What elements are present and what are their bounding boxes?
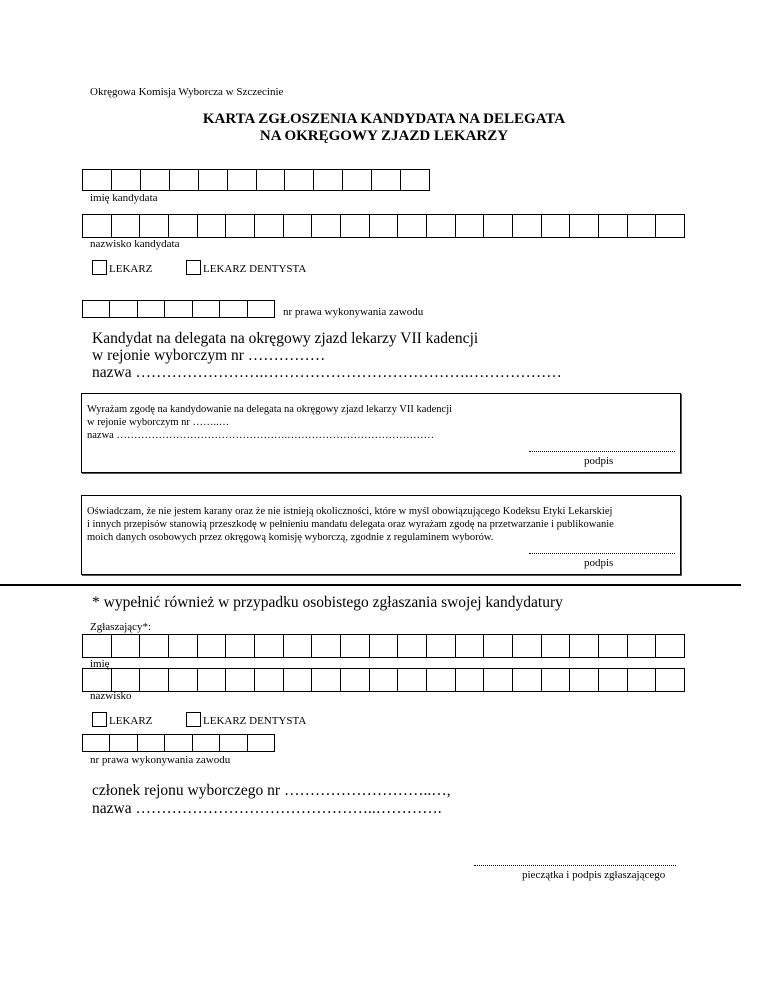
doctor-checkbox[interactable] <box>92 260 107 275</box>
candidate-last-name-grid[interactable] <box>82 214 685 238</box>
submitter-last-name-label: nazwisko <box>90 690 132 702</box>
dentist-option-label: LEKARZ DENTYSTA <box>203 263 307 275</box>
dentist-checkbox[interactable] <box>186 260 201 275</box>
candidate-statement-line1: Kandydat na delegata na okręgowy zjazd lekarzy VII kadencji <box>92 330 479 347</box>
declaration-line2: i innych przepisów stanowią przeszkodę w pełnieniu mandatu delegata oraz wyrażam zgodę na przetwarzanie i publikowanie <box>87 519 614 530</box>
declaration-signature-line[interactable] <box>529 553 675 554</box>
commission-name: Okręgowa Komisja Wyborcza w Szczecinie <box>90 86 284 98</box>
consent-signature-line[interactable] <box>529 451 675 452</box>
candidate-first-name-label: imię kandydata <box>90 192 158 204</box>
submitter-dentist-label: LEKARZ DENTYSTA <box>203 715 307 727</box>
consent-line2: w rejonie wyborczym nr ……..… <box>87 417 230 428</box>
candidate-first-name-grid[interactable] <box>82 169 430 191</box>
submitter-license-grid[interactable] <box>82 734 275 752</box>
submitter-heading: Zgłaszający*: <box>90 621 152 633</box>
form-title-line1: KARTA ZGŁOSZENIA KANDYDATA NA DELEGATA <box>202 111 566 127</box>
submitter-license-label: nr prawa wykonywania zawodu <box>90 754 231 766</box>
submitter-last-name-grid[interactable] <box>82 668 685 692</box>
submitter-dentist-checkbox[interactable] <box>186 712 201 727</box>
section-divider <box>0 584 741 586</box>
candidate-license-label: nr prawa wykonywania zawodu <box>283 306 424 318</box>
submitter-doctor-option[interactable] <box>92 712 152 727</box>
submitter-signature-label: pieczątka i podpis zgłaszającego <box>522 869 666 881</box>
submitter-first-name-label: imię <box>90 658 110 670</box>
consent-line3: nazwa ………………………………………….…………………………………… <box>87 430 435 441</box>
submitter-name-line: nazwa ………………………………………..…………. <box>92 800 442 817</box>
candidate-statement-line3: nazwa …………………….………………………………….……………… <box>92 364 562 381</box>
candidate-license-grid[interactable] <box>82 300 275 318</box>
candidate-statement-line2: w rejonie wyborczym nr …………… <box>92 347 326 364</box>
submitter-region-line: członek rejonu wyborczego nr ………………………..…, <box>92 782 451 799</box>
declaration-signature-label: podpis <box>584 557 614 569</box>
submitter-dentist-option[interactable] <box>186 712 306 727</box>
form-title-line2: NA OKRĘGOWY ZJAZD LEKARZY <box>259 128 509 144</box>
candidate-last-name-label: nazwisko kandydata <box>90 238 180 250</box>
submitter-note: * wypełnić również w przypadku osobistego zgłaszania swojej kandydatury <box>92 594 563 611</box>
consent-line1: Wyrażam zgodę na kandydowanie na delegata na okręgowy zjazd lekarzy VII kadencji <box>87 404 453 415</box>
candidate-dentist-option[interactable] <box>186 260 306 275</box>
doctor-option-label: LEKARZ <box>109 263 153 275</box>
submitter-first-name-grid[interactable] <box>82 634 685 658</box>
submitter-doctor-label: LEKARZ <box>109 715 153 727</box>
submitter-signature-line[interactable] <box>474 865 676 866</box>
declaration-line3: moich danych osobowych przez okręgową komisję wyborczą, zgodnie z regulaminem wyborów. <box>87 532 494 543</box>
consent-signature-label: podpis <box>584 455 614 467</box>
declaration-line1: Oświadczam, że nie jestem karany oraz że nie istnieją okoliczności, które w myśl obowiązującego Kodeksu Etyki Lekarskiej <box>87 506 613 517</box>
submitter-doctor-checkbox[interactable] <box>92 712 107 727</box>
candidate-doctor-option[interactable] <box>92 260 152 275</box>
